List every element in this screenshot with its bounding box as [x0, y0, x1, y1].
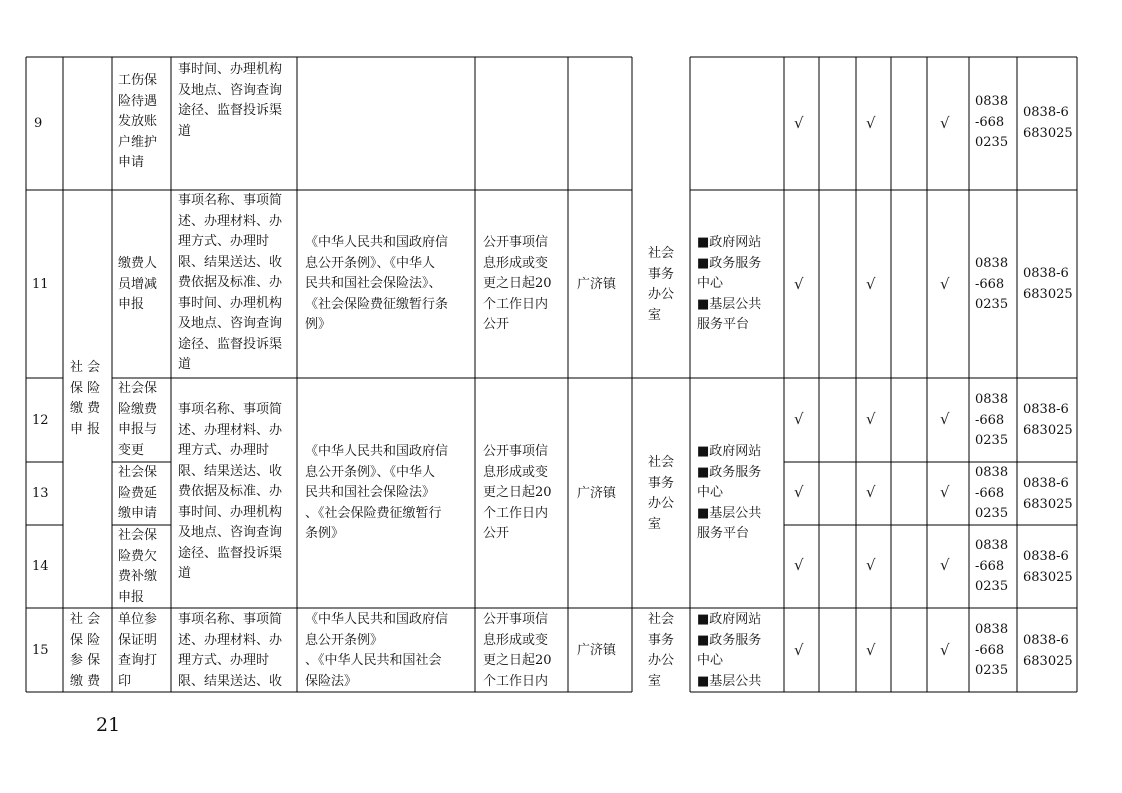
public-department: 社会 事务 办公 室 — [648, 455, 675, 532]
check-mark-icon: √ — [866, 410, 876, 428]
phone-2: 0838-6 683025 — [1023, 266, 1073, 302]
public-basis: 《中华人民共和国政府信 息公开条例》、《中华人 民共和国社会保险法》、 《社会保险费征缴暂行条 例》 — [305, 235, 449, 332]
check-mark-icon: √ — [940, 556, 950, 574]
row-number: 13 — [32, 486, 49, 501]
item-name: 社会保 险费欠 费补缴 申报 — [118, 528, 158, 605]
item-name: 单位参 保证明 查询打 印 — [118, 612, 158, 689]
phone-1: 0838 -668 0235 — [975, 392, 1009, 448]
public-basis: 《中华人民共和国政府信 息公开条例》 、《中华人民共和国社会 保险法》 — [305, 612, 449, 689]
check-mark-icon: √ — [940, 483, 950, 501]
item-name: 工伤保 险待遇 发放账 户维护 申请 — [118, 73, 158, 170]
check-mark-icon: √ — [794, 410, 804, 428]
phone-1: 0838 -668 0235 — [975, 538, 1009, 594]
public-deadline: 公开事项信 息形成或变 更之日起20 个工作日内 — [483, 612, 552, 689]
phone-2: 0838-6 683025 — [1023, 633, 1073, 669]
row-number: 9 — [34, 116, 43, 131]
check-mark-icon: √ — [940, 410, 950, 428]
public-channel: ■政府网站 ■政务服务 中心 ■基层公共 服务平台 — [697, 444, 762, 541]
check-mark-icon: √ — [794, 556, 804, 574]
row-number: 15 — [32, 643, 49, 658]
check-mark-icon: √ — [866, 483, 876, 501]
check-mark-icon: √ — [866, 556, 876, 574]
check-mark-icon: √ — [866, 275, 876, 293]
item-name: 社会保 险缴费 申报与 变更 — [118, 381, 158, 458]
public-subject: 广济镇 — [577, 486, 617, 501]
row-number: 11 — [32, 277, 49, 292]
check-mark-icon: √ — [866, 641, 876, 659]
check-mark-icon: √ — [940, 275, 950, 293]
public-content: 事项名称、事项简 述、办理材料、办 理方式、办理时 限、结果送达、收 费依据及标准、办 事时间、办理机构 及地点、咨询查询 途径、监督投诉渠 道 — [178, 193, 283, 372]
page-number: 21 — [96, 714, 121, 736]
category-label: 社 会 保 险 参 保 缴 费 — [70, 612, 101, 689]
phone-1: 0838 -668 0235 — [975, 94, 1009, 150]
check-mark-icon: √ — [794, 483, 804, 501]
public-content: 事时间、办理机构 及地点、咨询查询 途径、监督投诉渠 道 — [178, 62, 283, 139]
public-content: 事项名称、事项简 述、办理材料、办 理方式、办理时 限、结果送达、收 费依据及标准、办 事时间、办理机构 及地点、咨询查询 途径、监督投诉渠 道 — [178, 402, 283, 581]
public-deadline: 公开事项信 息形成或变 更之日起20 个工作日内 公开 — [483, 235, 552, 332]
item-name: 缴费人 员增减 申报 — [118, 256, 158, 312]
check-mark-icon: √ — [794, 275, 804, 293]
public-subject: 广济镇 — [577, 277, 617, 292]
phone-1: 0838 -668 0235 — [975, 256, 1009, 312]
public-content: 事项名称、事项简 述、办理材料、办 理方式、办理时 限、结果送达、收 — [178, 612, 283, 689]
public-subject: 广济镇 — [577, 643, 617, 658]
public-channel: ■政府网站 ■政务服务 中心 ■基层公共 服务平台 — [697, 235, 762, 332]
phone-1: 0838 -668 0235 — [975, 622, 1009, 678]
row-number: 14 — [32, 559, 49, 574]
check-mark-icon: √ — [794, 641, 804, 659]
item-name: 社会保 险费延 缴申请 — [118, 465, 158, 521]
public-channel: ■政府网站 ■政务服务 中心 ■基层公共 — [697, 612, 762, 689]
phone-2: 0838-6 683025 — [1023, 549, 1073, 585]
phone-2: 0838-6 683025 — [1023, 402, 1073, 438]
public-deadline: 公开事项信 息形成或变 更之日起20 个工作日内 公开 — [483, 444, 552, 541]
phone-1: 0838 -668 0235 — [975, 465, 1009, 521]
row-number: 12 — [32, 413, 49, 428]
public-department: 社会 事务 办公 室 — [648, 246, 675, 323]
phone-2: 0838-6 683025 — [1023, 105, 1073, 141]
check-mark-icon: √ — [794, 114, 804, 132]
public-department: 社会 事务 办公 室 — [648, 612, 675, 689]
check-mark-icon: √ — [940, 641, 950, 659]
check-mark-icon: √ — [940, 114, 950, 132]
phone-2: 0838-6 683025 — [1023, 476, 1073, 512]
public-basis: 《中华人民共和国政府信 息公开条例》、《中华人 民共和国社会保险法》 、《社会保险费征缴暂行 条例》 — [305, 444, 449, 541]
check-mark-icon: √ — [866, 114, 876, 132]
category-label: 社 会 保 险 缴 费 申 报 — [70, 360, 101, 437]
